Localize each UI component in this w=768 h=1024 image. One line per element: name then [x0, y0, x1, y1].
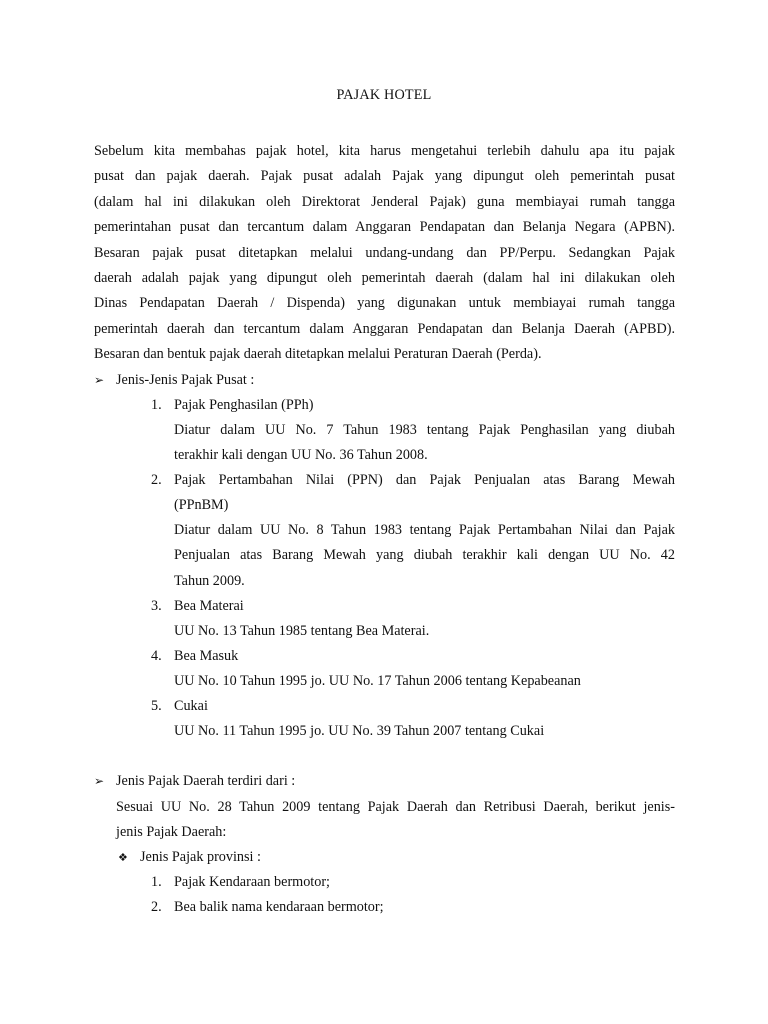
- intro-line: Besaran dan bentuk pajak daerah ditetapkan melalui Peraturan Daerah (Perda).: [94, 346, 542, 363]
- desc-line: Tahun 2009.: [174, 572, 245, 589]
- list-item-text: Pajak Kendaraan bermotor;: [174, 874, 331, 890]
- list-item-title: Bea Materai: [174, 598, 244, 614]
- list-number: 2.: [151, 472, 162, 488]
- list-number: 1.: [151, 397, 162, 413]
- list-item-desc: UU No. 11 Tahun 1995 jo. UU No. 39 Tahun 2007 tentang Cukai: [174, 723, 545, 739]
- intro-paragraph: [94, 139, 675, 368]
- list-number: 2.: [151, 899, 162, 915]
- desc-line: Penjualan atas Barang Mewah yang diubah terakhir kali dengan UU No. 42: [174, 547, 675, 564]
- section-daerah-heading: Jenis Pajak Daerah terdiri dari :: [116, 773, 296, 789]
- list-item-title: Cukai: [174, 698, 208, 714]
- list-item-text: Bea balik nama kendaraan bermotor;: [174, 899, 384, 915]
- page-title: PAJAK HOTEL: [336, 87, 432, 103]
- list-number: 3.: [151, 598, 162, 614]
- section-pusat-heading: Jenis-Jenis Pajak Pusat :: [116, 372, 255, 388]
- list-item-desc: UU No. 10 Tahun 1995 jo. UU No. 17 Tahun 2006 tentang Kepabeanan: [174, 673, 581, 689]
- list-item-desc: [174, 418, 675, 469]
- list-number: 4.: [151, 648, 162, 664]
- intro-line: Besaran pajak pusat ditetapkan melalui undang-undang dan PP/Perpu. Sedangkan Pajak: [94, 244, 675, 261]
- intro-line: pemerintahan pusat dan tercantum dalam Anggaran Pendapatan dan Belanja Negara (APBN).: [94, 219, 675, 236]
- sub-heading-provinsi: Jenis Pajak provinsi :: [140, 849, 261, 865]
- intro-line: pusat dan pajak daerah. Pajak pusat adalah Pajak yang dipungut oleh pemerintah pusat: [94, 168, 675, 185]
- section-daerah-intro: [116, 795, 675, 846]
- intro-line: Sesuai UU No. 28 Tahun 2009 tentang Pajak Daerah dan Retribusi Daerah, berikut jenis-: [116, 799, 675, 815]
- title-line: (PPnBM): [174, 497, 229, 514]
- desc-line: terakhir kali dengan UU No. 36 Tahun 2008.: [174, 447, 428, 464]
- intro-line: daerah adalah pajak yang dipungut oleh pemerintah daerah (dalam hal ini dilakukan oleh: [94, 269, 675, 286]
- intro-line: pemerintah daerah dan tercantum dalam Anggaran Pendapatan dan Belanja Daerah (APBD).: [94, 320, 675, 337]
- intro-line: jenis Pajak Daerah:: [116, 824, 227, 841]
- diamond-bullet-icon: ❖: [118, 851, 128, 864]
- desc-line: Diatur dalam UU No. 7 Tahun 1983 tentang Pajak Penghasilan yang diubah: [174, 422, 675, 438]
- arrow-bullet-icon: ➢: [94, 774, 105, 788]
- list-item-title: Pajak Penghasilan (PPh): [174, 397, 314, 413]
- list-item-desc: UU No. 13 Tahun 1985 tentang Bea Materai.: [174, 623, 430, 639]
- arrow-bullet-icon: ➢: [94, 373, 105, 387]
- list-number: 1.: [151, 874, 162, 890]
- list-item-desc: [174, 518, 675, 594]
- intro-line: (dalam hal ini dilakukan oleh Direktorat Jenderal Pajak) guna membiayai rumah tangga: [94, 193, 675, 210]
- list-item-title: Bea Masuk: [174, 648, 239, 664]
- intro-line: Sebelum kita membahas pajak hotel, kita harus mengetahui terlebih dahulu apa itu pajak: [94, 143, 675, 159]
- intro-line: Dinas Pendapatan Daerah / Dispenda) yang digunakan untuk membiayai rumah tangga: [94, 295, 675, 312]
- title-line: Pajak Pertambahan Nilai (PPN) dan Pajak Penjualan atas Barang Mewah: [174, 472, 675, 488]
- desc-line: Diatur dalam UU No. 8 Tahun 1983 tentang Pajak Pertambahan Nilai dan Pajak: [174, 522, 675, 538]
- list-item-title: [174, 468, 675, 519]
- list-number: 5.: [151, 698, 162, 714]
